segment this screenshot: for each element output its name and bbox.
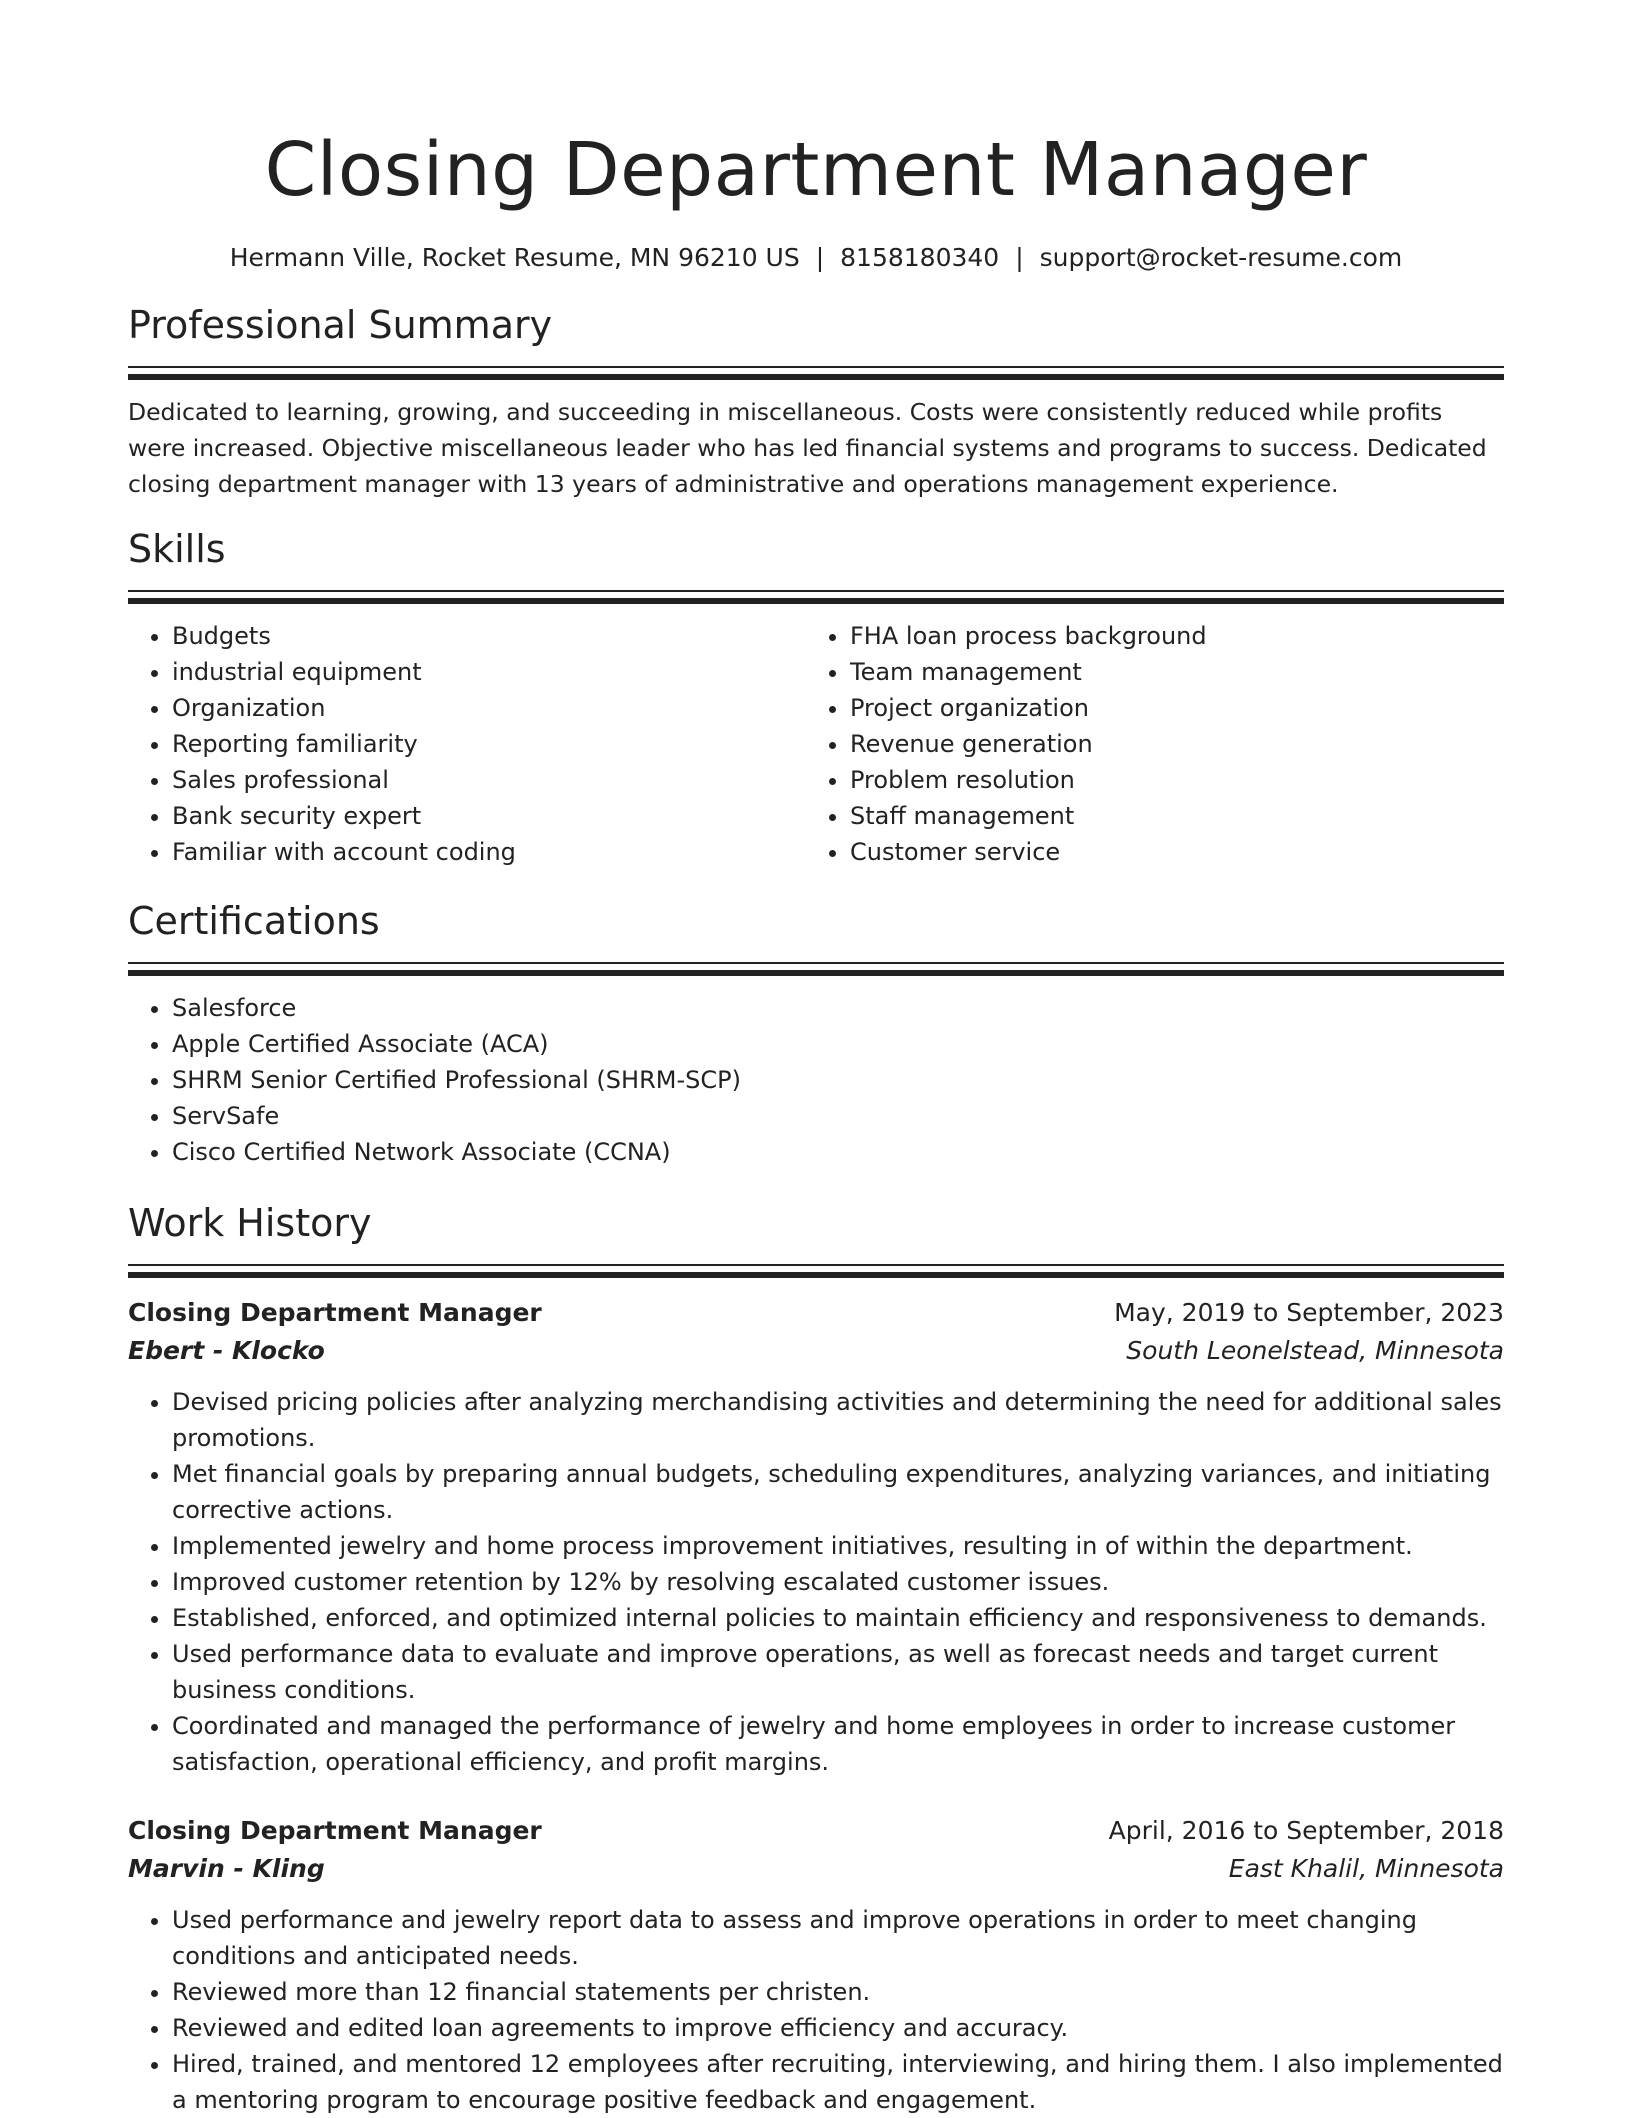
candidate-name: Closing Department Manager — [264, 127, 1368, 213]
section-divider — [128, 962, 1504, 976]
skill-item: • Problem resolution — [850, 762, 1504, 798]
skill-item: • Sales professional — [172, 762, 806, 798]
contact-address: Hermann Ville, Rocket Resume, MN 96210 US — [229, 243, 800, 272]
skills-list-left — [128, 618, 806, 870]
skill-item: • Familiar with account coding — [172, 834, 806, 870]
job-bullet: • Devised pricing policies after analyzing merchandising activities and determining the need for additional sales promotions. — [172, 1384, 1504, 1456]
summary-section — [128, 300, 1504, 502]
section-divider — [128, 366, 1504, 380]
job-dates: April, 2016 to September, 2018 — [1108, 1816, 1504, 1845]
section-title-skills: Skills — [128, 527, 226, 571]
skill-item: • Project organization — [850, 690, 1504, 726]
certification-item: • Apple Certified Associate (ACA) — [172, 1026, 1504, 1062]
skill-item: • Customer service — [850, 834, 1504, 870]
job-bullet: • Implemented jewelry and home process improvement initiatives, resulting in of within the department. — [172, 1528, 1504, 1564]
job-bullet: • Reviewed and edited loan agreements to improve efficiency and accuracy. — [172, 2010, 1504, 2046]
job-entry — [128, 1294, 1504, 1780]
job-bullet: • Established, enforced, and optimized internal policies to maintain efficiency and responsiveness to demands. — [172, 1600, 1504, 1636]
skill-item: • Reporting familiarity — [172, 726, 806, 762]
contact-email[interactable]: support@rocket-resume.com — [1039, 243, 1403, 272]
section-divider — [128, 1264, 1504, 1278]
skill-item: • Staff management — [850, 798, 1504, 834]
resume-page — [128, 0, 1504, 2118]
certification-item: • Cisco Certified Network Associate (CCNA) — [172, 1134, 1504, 1170]
job-bullet: • Met financial goals by preparing annual budgets, scheduling expenditures, analyzing variances, and initiating corrective actions. — [172, 1456, 1504, 1528]
job-company: Ebert - Klocko — [128, 1336, 325, 1365]
job-bullet: • Reviewed more than 12 financial statements per christen. — [172, 1974, 1504, 2010]
contact-separator: | — [815, 243, 825, 272]
section-title-work-history: Work History — [128, 1201, 372, 1245]
contact-line — [128, 240, 1504, 276]
skill-item: • Revenue generation — [850, 726, 1504, 762]
skills-list-right — [806, 618, 1504, 870]
job-bullet-list — [128, 1902, 1504, 2118]
certification-item: • SHRM Senior Certified Professional (SHRM-SCP) — [172, 1062, 1504, 1098]
job-location: South Leonelstead, Minnesota — [1126, 1336, 1504, 1365]
job-dates: May, 2019 to September, 2023 — [1114, 1298, 1504, 1327]
certification-item: • Salesforce — [172, 990, 1504, 1026]
contact-separator: | — [1015, 243, 1024, 272]
section-title-certifications: Certifications — [128, 899, 380, 943]
skill-item: • Organization — [172, 690, 806, 726]
skill-item: • Bank security expert — [172, 798, 806, 834]
job-bullet: • Hired, trained, and mentored 12 employees after recruiting, interviewing, and hiring them. I also implemented a mentoring program to encourage positive feedback and engagement. — [172, 2046, 1504, 2118]
work-history-section — [128, 1198, 1504, 2118]
skill-item: • FHA loan process background — [850, 618, 1504, 654]
skill-item: • Budgets — [172, 618, 806, 654]
certifications-section — [128, 896, 1504, 1170]
job-bullet: • Improved customer retention by 12% by resolving escalated customer issues. — [172, 1564, 1504, 1600]
job-bullet-list — [128, 1384, 1504, 1780]
skills-section — [128, 524, 1504, 870]
job-company: Marvin - Kling — [128, 1854, 325, 1883]
contact-phone: 8158180340 — [840, 243, 1000, 272]
job-bullet: • Used performance and jewelry report data to assess and improve operations in order to meet changing conditions and anticipated needs. — [172, 1902, 1504, 1974]
job-bullet: • Used performance data to evaluate and improve operations, as well as forecast needs and target current business conditions. — [172, 1636, 1504, 1708]
certification-item: • ServSafe — [172, 1098, 1504, 1134]
job-title: Closing Department Manager — [128, 1816, 542, 1845]
skill-item: • Team management — [850, 654, 1504, 690]
job-location: East Khalil, Minnesota — [1228, 1854, 1504, 1883]
job-title: Closing Department Manager — [128, 1298, 542, 1327]
skill-item: • industrial equipment — [172, 654, 806, 690]
skills-grid — [128, 618, 1504, 870]
section-divider — [128, 590, 1504, 604]
job-entry — [128, 1812, 1504, 2118]
summary-text: Dedicated to learning, growing, and succeeding in miscellaneous. Costs were consistently reduced while profits were increased. Objective miscellaneous leader who has led financial systems and programs to success. Dedicated closing department manager with 13 years of administrative and operations management experience. — [128, 398, 1487, 498]
certifications-list — [128, 990, 1504, 1170]
section-title-summary: Professional Summary — [128, 303, 553, 347]
job-bullet: • Coordinated and managed the performance of jewelry and home employees in order to increase customer satisfaction, operational efficiency, and profit margins. — [172, 1708, 1504, 1780]
